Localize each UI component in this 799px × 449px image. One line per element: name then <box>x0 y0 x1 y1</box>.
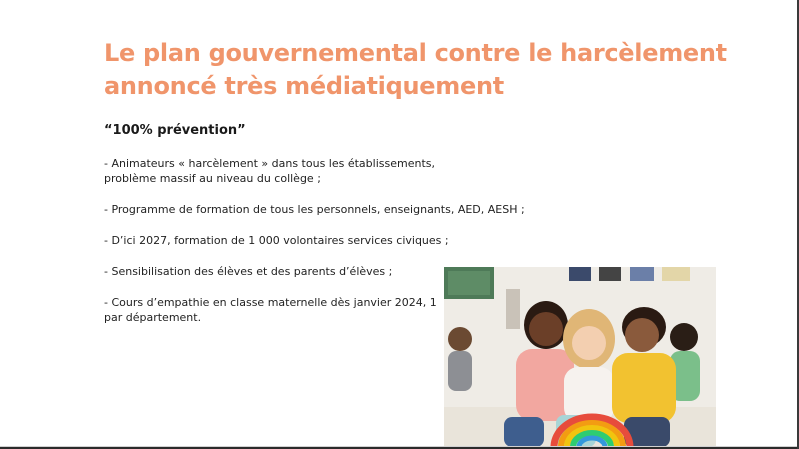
slide-title: Le plan gouvernemental contre le harcèlement annoncé très médiatiquement <box>104 39 727 100</box>
bullet-item: - Sensibilisation des élèves et des parents d’élèves ; <box>104 265 393 278</box>
bullet-item: - Cours d’empathie en classe maternelle dès janvier 2024, 1 par département. <box>104 296 437 324</box>
bullet-item: - Programme de formation de tous les personnels, enseignants, AED, AESH ; <box>104 203 525 216</box>
bullet-item: - Animateurs « harcèlement » dans tous les établissements, problème massif au niveau du collège ; <box>104 157 435 185</box>
slide-subtitle: “100% prévention” <box>104 123 246 138</box>
children-photo <box>444 267 716 447</box>
bullet-item: - D’ici 2027, formation de 1 000 volontaires services civiques ; <box>104 234 449 247</box>
